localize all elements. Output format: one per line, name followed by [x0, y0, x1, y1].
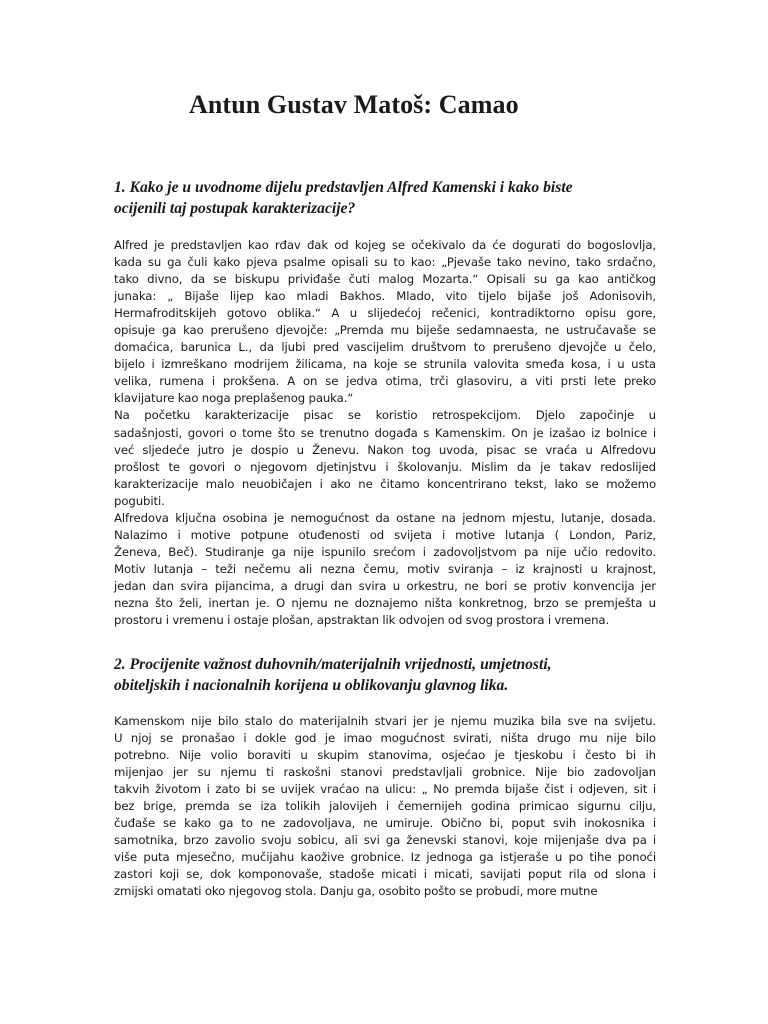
text-line: velika, rumena i prokšena. A on se jedva otima, trči glasoviru, a viti prsti lete preko — [114, 374, 656, 389]
question-1 — [114, 177, 634, 219]
text-line: samotnika, brzo zavolio svoju sobicu, ali svi ga ženevski stanovi, koje mijenjaše dva pa i — [114, 833, 656, 848]
question-1-line: ocijenili taj postupak karakterizacije? — [114, 200, 356, 217]
text-line: čuđaše se kako ga to ne zadovoljava, ne umiruje. Obično bi, poput svih inokosnika i — [114, 816, 656, 831]
text-line: potrebno. Nije volio boraviti u skupim stanovima, osjećao je tjeskobu i često bi ih — [114, 748, 656, 763]
document-title: Antun Gustav Matoš: Camao — [189, 90, 519, 119]
text-line: Ženeva, Beč). Studiranje ga nije ispunilo srećom i zadovoljstvom pa nije učio redovito. — [114, 544, 656, 559]
text-line: tako divno, da se biskupu priviđaše čuti malog Mozarta.“ Opisali su ga kao antičkog — [114, 272, 656, 287]
text-line: prostoru i vremenu i ostaje plošan, apstraktan lik odvojen od svog prostora i vremena. — [114, 613, 610, 628]
text-line: Kamenskom nije bilo stalo do materijalnih stvari jer je njemu muzika bila sve na svijetu. — [114, 714, 656, 728]
text-line: Na početku karakterizacije pisac se koristio retrospekcijom. Djelo započinje u — [114, 408, 656, 423]
text-line: bez brige, premda se iza tolikih jalovijeh i čemernijeh godina primicao sigurnu cilju, — [114, 799, 656, 814]
question-1-line: 1. Kako je u uvodnome dijelu predstavljen Alfred Kamenski i kako biste — [114, 179, 573, 196]
text-line: bijelo i izmreškano modrijem žilicama, na koje se strunila valovita smeđa kosa, i u usta — [114, 357, 656, 372]
text-line: prošlost te govori o njegovom djetinjstvu i školovanju. Mislim da je takav redoslijed — [114, 459, 656, 474]
text-line: više puta mjesečno, mučijahu kaožive grobnice. Iz jednoga ga istjeraše u po tihe ponoći — [114, 850, 656, 865]
question-2-line: 2. Procijenite važnost duhovnih/materijalnih vrijednosti, umjetnosti, — [114, 656, 552, 673]
text-line: Alfred je predstavljen kao rđav đak od kojeg se očekivalo da će dogurati do bogoslovlja, — [114, 238, 656, 252]
text-line: već sljedeće jutro je dospio u Ženevu. Nakon tog uvoda, pisac se vraća u Alfredovu — [114, 442, 656, 457]
answer-1 — [114, 237, 656, 629]
text-line: domaćica, barunica L., da ljubi pred vascijelim društvom to prerušeno djevojče u čelo, — [114, 340, 656, 355]
text-line: Alfredova ključna osobina je nemogućnost da ostane na jednom mjestu, lutanje, dosada. — [114, 510, 656, 525]
question-2-line: obiteljskih i nacionalnih korijena u oblikovanju glavnog lika. — [114, 677, 509, 694]
text-line: karakterizacije malo neuobičajen i ako ne čitamo koncentrirano tekst, lako se možemo — [114, 476, 656, 491]
text-line: klavijature kao noga preplašenog pauka.“ — [114, 391, 354, 406]
answer-2 — [114, 713, 656, 901]
text-line: sadašnjosti, govori o tome što se trenutno događa s Kamenskim. On je izašao iz bolnice i — [114, 425, 656, 440]
text-line: Hermafroditskijeh gotovo oblika.“ A u slijedećoj rečenici, kontradiktorno opisu gore, — [114, 306, 656, 321]
text-line: jedan dan svira pijancima, a drugi dan svira u orkestru, ne bori se protiv konvencija jer — [114, 578, 656, 593]
text-line: nezna što želi, inertan je. O njemu ne doznajemo ništa konkretnog, brzo se premješta u — [114, 595, 656, 610]
text-line: junaka: „ Bijaše lijep kao mladi Bakhos. Mlado, vito tijelo bijaše još Adonisovih, — [114, 289, 656, 304]
text-line: opisuje ga kao prerušeno djevojče: „Premda mu biješe sedamnaesta, ne ustručavaše se — [114, 323, 656, 338]
text-line: takvih životom i zato bi se uvijek vraćao na ulicu: „ No premda bijaše čist i odjeven, sit i — [114, 782, 656, 797]
text-line: Nalazimo i motive potpune otuđenosti od svijeta i motive lutanja ( London, Pariz, — [114, 527, 656, 542]
text-line: zastori koji se, dok komponovaše, stadoše micati i micati, savijati poput rila od slona i — [114, 867, 656, 882]
text-line: Motiv lutanja – teži nečemu ali nezna čemu, motiv sviranja – iz krajnosti u krajnost, — [114, 561, 656, 576]
text-line: pogubiti. — [114, 493, 165, 508]
text-line: kada su ga čuli kako pjeva psalme opisali su to kao: „Pjevaše tako nevino, tako srdačno, — [114, 255, 656, 270]
text-line: zmijski omatati oko njegovog stola. Danju ga, osobito pošto se probudi, more mutne — [114, 884, 598, 899]
text-line: U njoj se pronašao i dokle god je imao mogućnost svirati, ništa drugo mu nije bilo — [114, 731, 656, 746]
question-2 — [114, 654, 634, 696]
text-line: mijenjao jer su njemu ti raskošni stanovi predstavljali grobnice. Nije bio zadovoljan — [114, 765, 656, 780]
